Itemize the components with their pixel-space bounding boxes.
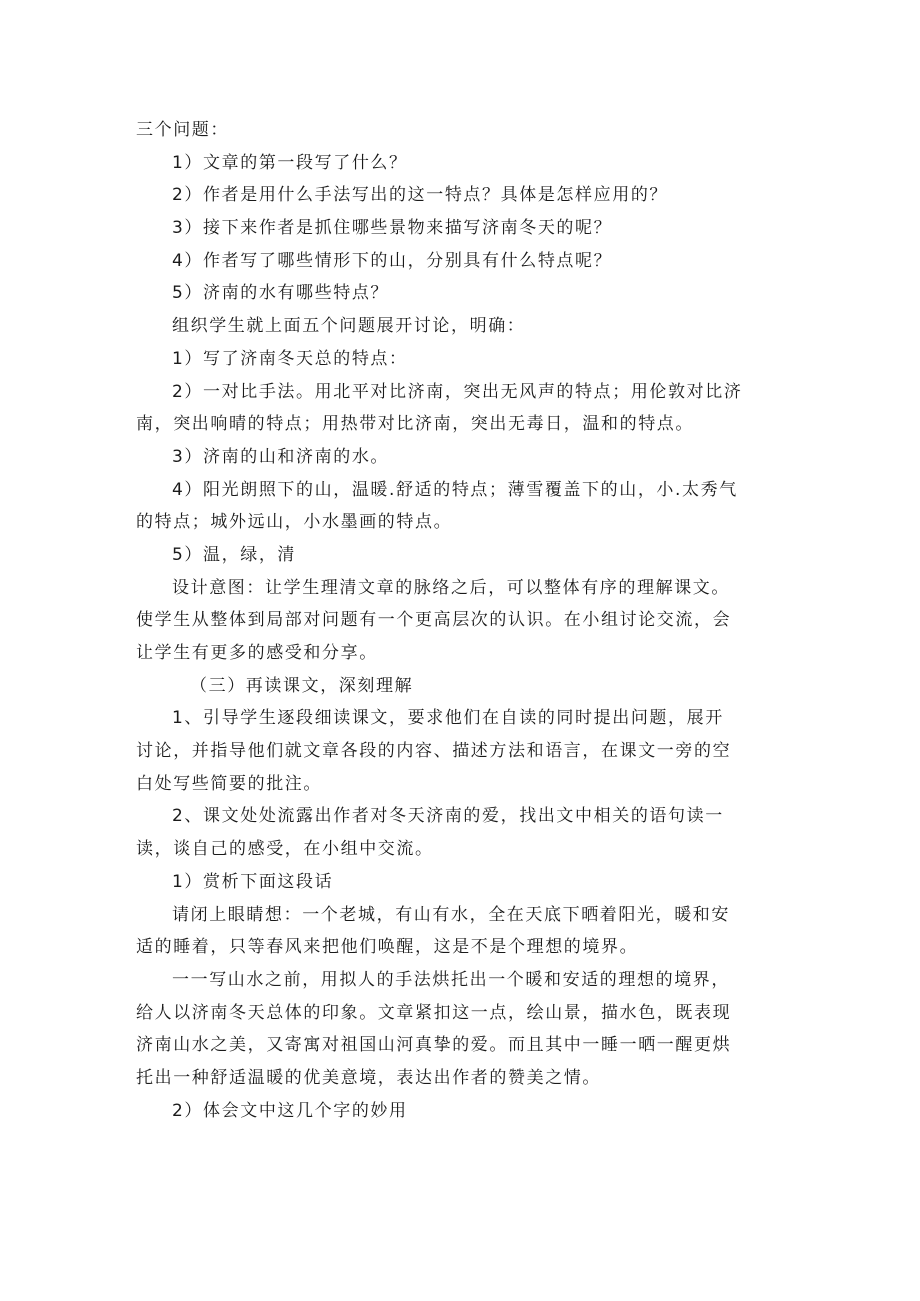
text-line: 4）阳光朗照下的山，温暖.舒适的特点；薄雪覆盖下的山，小.太秀气 [172,479,738,500]
text-line: 3）接下来作者是抓住哪些景物来描写济南冬天的呢？ [172,218,613,239]
text-line: 2）体会文中这几个字的妙用 [172,1100,408,1121]
text-line: 2、课文处处流露出作者对冬天济南的爱，找出文中相关的语句读一 [172,806,724,827]
text-line: 请闭上眼睛想：一个老城，有山有水，全在天底下晒着阳光，暖和安 [172,904,730,925]
text-line: 1）文章的第一段写了什么？ [172,152,408,173]
text-line: 2）一对比手法。用北平对比济南，突出无风声的特点；用伦敦对比济 [172,381,743,402]
text-line: 2）作者是用什么手法写出的这一特点？具体是怎样应用的？ [172,185,669,206]
text-line: 白处写些简要的批注。 [136,773,322,794]
text-line: 使学生从整体到局部对问题有一个更高层次的认识。在小组讨论交流，会 [136,610,732,631]
text-line: 讨论，并指导他们就文章各段的内容、描述方法和语言，在课文一旁的空 [136,741,732,762]
text-line: 4）作者写了哪些情形下的山，分别具有什么特点呢？ [172,250,613,271]
text-line: 1）写了济南冬天总的特点： [172,348,408,369]
text-line: 托出一种舒适温暖的优美意境，表达出作者的赞美之情。 [136,1067,601,1088]
text-line: 组织学生就上面五个问题展开讨论，明确： [172,316,526,337]
text-line: 5）温，绿，清 [172,544,297,565]
text-line: 让学生有更多的感受和分享。 [136,643,378,663]
text-line: 的特点；城外远山，小水墨画的特点。 [136,512,453,533]
text-line: 一一写山水之前，用拟人的手法烘托出一个暖和安适的理想的境界， [172,969,730,990]
text-line: 1）赏析下面这段话 [172,871,334,892]
text-line: 南，突出响晴的特点；用热带对比济南，突出无毒日，温和的特点。 [136,414,694,435]
text-line: 适的睡着，只等春风来把他们唤醒，这是不是个理想的境界。 [136,937,639,958]
text-line: 1、引导学生逐段细读课文，要求他们在自读的同时提出问题，展开 [172,708,724,729]
text-line: 三个问题： [136,120,229,140]
document-page [136,114,790,1127]
text-line: 5）济南的水有哪些特点？ [172,283,390,304]
section-heading: （三）再读课文，深刻理解 [190,675,414,696]
text-line: 设计意图：让学生理清文章的脉络之后，可以整体有序的理解课文。 [172,577,730,598]
text-line: 济南山水之美，又寄寓对祖国山河真挚的爱。而且其中一睡一晒一醒更烘 [136,1035,732,1056]
text-line: 读，谈自己的感受，在小组中交流。 [136,839,434,860]
text-line: 给人以济南冬天总体的印象。文章紧扣这一点，绘山景，描水色，既表现 [136,1002,732,1023]
text-line: 3）济南的山和济南的水。 [172,446,390,467]
